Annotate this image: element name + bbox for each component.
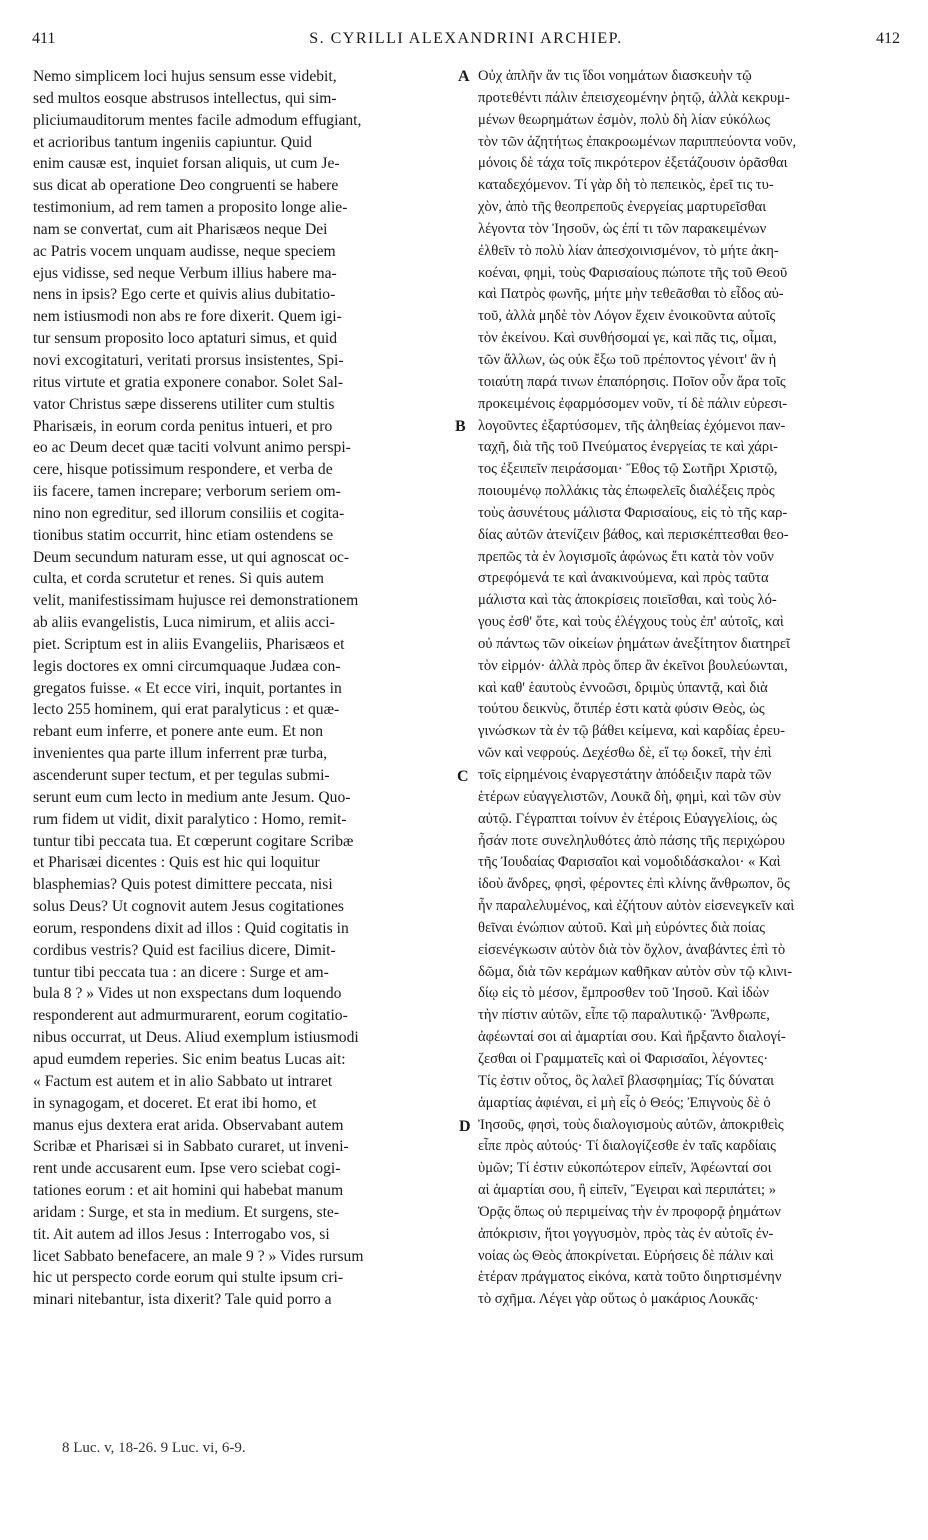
latin-text-line: rum fidem ut vidit, dixit paralytico : Homo, remit- <box>33 810 347 828</box>
latin-text-line: responderent aut admurmurarent, eorum cogitatio- <box>33 1007 348 1025</box>
greek-text-line: τοιαύτη παρά τινων ἐπαπόρησις. Ποῖον οὖν ἄρα τοῖς <box>478 373 786 390</box>
greek-text-line: τῶν ἄλλων, ὡς οὐκ ἔξω τοῦ πρέποντος γένοιτ' ἂν ἡ <box>478 351 777 368</box>
greek-text-line: προκειμένοις ἐφαρμόσομεν νοῦν, τί δὲ πάλιν εὑρεσι- <box>478 395 788 412</box>
margin-marker-b: B <box>455 418 466 435</box>
greek-text-line: τὴν πίστιν αὐτῶν, εἶπε τῷ παραλυτικῷ· Ἄνθρωπε, <box>478 1007 770 1024</box>
latin-text-line: rent unde accusarent eum. Ipse vero sciebat cogi- <box>33 1160 341 1178</box>
latin-text-line: novi excogitaturi, veritati prorsus insistentes, Spi- <box>33 351 344 369</box>
greek-text-line: Ὁρᾷς ὅπως οὐ περιμείνας τὴν ἐν προφορᾷ ῥημάτων <box>478 1203 781 1220</box>
greek-text-line: εἰσενέγκωσιν αὐτὸν διὰ τὸν ὄχλον, ἀναβάντες ἐπὶ τὸ <box>478 941 786 958</box>
latin-text-line: hic ut perspecto corde eorum qui stulte ipsum cri- <box>33 1269 344 1287</box>
greek-text-line: τοὺς ἀσυνέτους μάλιστα Φαρισαίους, εἰς τὸ τῆς καρ- <box>478 504 788 521</box>
greek-text-line: τὸ σχῆμα. Λέγει γὰρ οὕτως ὁ μακάριος Λουκᾶς· <box>478 1291 759 1308</box>
greek-text-line: γινώσκων τὰ ἐν τῷ βάθει κείμενα, καὶ καρδίας ἐρευ- <box>478 723 785 740</box>
latin-text-line: licet Sabbato benefacere, an male 9 ? » Vides rursum <box>33 1247 364 1265</box>
latin-text-line: aridam : Surge, et sta in medium. Et surgens, ste- <box>33 1203 340 1221</box>
greek-text-line: τὸν ἐκείνου. Καὶ συνθήσομαί γε, καὶ πᾶς τις, οἶμαι, <box>478 330 777 347</box>
latin-text-line: et acrioribus tantum ingeniis capiuntur. Quid <box>33 133 312 151</box>
latin-text-line: cere, hisque potissimum respondere, et verba de <box>33 461 333 479</box>
latin-text-line: sus dicat ab operatione Deo congruenti se habere <box>33 177 339 195</box>
greek-text-line: μόνοις δὲ τάχα τοῖς πικρότερον ἐξετάζουσιν ὁρᾶσθαι <box>478 155 788 172</box>
latin-text-line: blasphemias? Quis potest dimittere peccata, nisi <box>33 876 333 894</box>
greek-text-line: δῶμα, διὰ τῶν κεράμων καθῆκαν αὐτὸν σὺν τῷ κλινι- <box>478 963 793 980</box>
greek-text-line: ἀφέωνταί σοι αἱ ἁμαρτίαι σου. Καὶ ἤρξαντο διαλογί- <box>478 1029 786 1046</box>
greek-text-line: αὐτῷ. Γέγραπται τοίνυν ἐν ἑτέροις Εὐαγγελίοις, ὡς <box>478 810 777 827</box>
greek-text-line: ἑτέρων εὐαγγελιστῶν, Λουκᾶ δὴ, φημὶ, καὶ τῶν σὺν <box>478 788 781 805</box>
greek-text-line: ἦσάν ποτε συνεληλυθότες ἀπὸ πάσης τῆς περιχώρου <box>478 832 785 849</box>
latin-text-line: tionibus statim occurrit, hinc etiam ostendens se <box>33 526 334 544</box>
latin-text-line: Scribæ et Pharisæi si in Sabbato curaret, ut inveni- <box>33 1138 349 1156</box>
greek-text-line: οὐ πάντως τῶν οἰκείων ῥημάτων ἀνεξίτητον διατηρεῖ <box>478 635 790 652</box>
greek-text-line: μένων θεωρημάτων ἐσμὸν, πολὺ δὴ λίαν εὐκόλως <box>478 111 771 128</box>
latin-text-line: cordibus vestris? Quid est facilius dicere, Dimit- <box>33 941 336 959</box>
latin-text-line: serunt eum cum lecto in medium ante Jesum. Quo- <box>33 788 351 806</box>
latin-text-line: ascenderunt super tectum, et per tegulas submi- <box>33 767 330 784</box>
greek-text-line: ταχῆ, διὰ τῆς τοῦ Πνεύματος ἐνεργείας τε καὶ χάρι- <box>478 439 778 456</box>
latin-text-line: testimonium, ad rem tamen a proposito longe alie- <box>33 199 348 217</box>
latin-text-line: ejus vidisse, sed neque Verbum illius habere ma- <box>33 264 337 282</box>
latin-text-line: apud eumdem reperies. Sic enim beatus Lucas ait: <box>33 1050 346 1068</box>
greek-text-line: μάλιστα καὶ τὰς ἀποκρίσεις ποιεῖσθαι, καὶ τοὺς λό- <box>478 592 777 609</box>
footnotes: 8 Luc. v, 18-26. 9 Luc. vi, 6-9. <box>62 1440 246 1456</box>
latin-text-line: eo ac Deum decet quæ taciti volvunt animo perspi- <box>33 439 351 457</box>
margin-marker-d: D <box>459 1118 471 1135</box>
greek-text-line: ποιουμένῳ πολλάκις τὰς ἐπωφελεῖς διαλέξεις πρὸς <box>478 483 775 500</box>
latin-text-line: eorum, respondens dixit ad illos : Quid cogitatis in <box>33 919 349 937</box>
greek-column <box>478 66 896 1311</box>
latin-text-line: « Factum est autem et in alio Sabbato ut intraret <box>33 1072 333 1090</box>
greek-text-line: ἁμαρτίας ἀφιέναι, εἰ μὴ εἷς ὁ Θεός; Ἐπιγνοὺς δὲ ὁ <box>478 1094 771 1111</box>
greek-text-line: γους ἐσθ' ὅτε, καὶ τοὺς ἐλέγχους τοὺς ἐπ' αὐτοῖς, καὶ <box>478 614 784 631</box>
greek-text-line: ὑμῶν; Τί ἐστιν εὐκοπώτερον εἰπεῖν, Ἀφέωνταί σοι <box>478 1160 772 1177</box>
greek-text-line: λέγοντα τὸν Ἰησοῦν, ὡς ἐπί τι τῶν παρακειμένων <box>478 220 767 237</box>
latin-text-line: ac Patris vocem unquam audisse, neque speciem <box>33 242 336 260</box>
greek-text-line: δίῳ εἰς τὸ μέσον, ἔμπροσθεν τοῦ Ἰησοῦ. Καὶ ἰδὼν <box>478 985 769 1002</box>
greek-text-line: καὶ Πατρὸς φωνῆς, μήτε μὴν τεθεᾶσθαι τὸ εἶδος αὐ- <box>478 286 784 303</box>
greek-text-line: καταδεχόμενον. Τί γὰρ δὴ τὸ πεπεικὸς, ἐρεῖ τις τυ- <box>478 177 774 194</box>
latin-text-line: rebant eum inferre, et ponere ante eum. Et non <box>33 723 324 741</box>
greek-text-line: πρεπῶς τὰ ἐν λογισμοῖς ἀφώνως ἔτι κατὰ τὸν νοῦν <box>478 548 774 565</box>
latin-text-line: in synagogam, et doceret. Et erat ibi homo, et <box>33 1094 317 1112</box>
latin-text-line: culta, et corda scrutetur et renes. Si quis autem <box>33 570 324 588</box>
greek-text-line: Ἰησοῦς, φησὶ, τοὺς διαλογισμοὺς αὐτῶν, ἀποκριθεὶς <box>478 1116 784 1133</box>
latin-text-line: iis facere, tamen increpare; verborum seriem om- <box>33 483 341 501</box>
greek-text-line: στρεφόμενά τε καὶ ἀνακινούμενα, καὶ πρὸς ταῦτα <box>478 570 769 587</box>
latin-text-line: tationes eorum : et ait homini qui habebat manum <box>33 1182 344 1200</box>
greek-text-line: τῆς Ἰουδαίας Φαρισαῖοι καὶ νομοδιδάσκαλοι· « Καὶ <box>478 854 781 871</box>
latin-text-line: pliciumauditorum mentes facile admodum effugiant, <box>33 111 362 129</box>
greek-text-line: ἰδοὺ ἄνδρες, φησὶ, φέροντες ἐπὶ κλίνης ἄνθρωπον, ὃς <box>478 876 790 893</box>
latin-text-line: solus Deus? Ut cognovit autem Jesus cogitationes <box>33 898 344 916</box>
latin-column <box>33 66 455 1311</box>
latin-text-line: Deum secundum naturam esse, ut qui agnoscat oc- <box>33 548 350 566</box>
margin-marker-a: A <box>458 68 470 85</box>
greek-text-line: ἀπόκρισιν, ἤτοι γογγυσμὸν, πρὸς τὰς ἐν αὐτοῖς ἐν- <box>478 1225 774 1242</box>
greek-text-line: τοῖς εἰρημένοις ἐναργεστάτην ἀπόδειξιν παρὰ τῶν <box>478 767 772 783</box>
greek-text-line: καὶ καθ' ἑαυτοὺς ἐννοῶσι, δριμὺς ὑπαντᾷ, καὶ διὰ <box>478 679 768 696</box>
latin-text-line: ritus virtute et gratia exponere conabor. Solet Sal- <box>33 373 344 391</box>
latin-text-line: nam se convertat, cum ait Pharisæos neque Dei <box>33 220 328 238</box>
greek-text-line: κοέναι, φημὶ, τοὺς Φαρισαίους πώποτε τῆς τοῦ Θεοῦ <box>478 264 788 281</box>
latin-text-line: Nemo simplicem loci hujus sensum esse videbit, <box>33 68 337 85</box>
latin-text-line: enim causæ est, inquiet forsan aliquis, ut cum Je- <box>33 155 340 173</box>
latin-text-line: velit, manifestissimam hujusce rei demonstrationem <box>33 592 359 610</box>
latin-text-line: gregatos fuisse. « Et ecce viri, inquit, portantes in <box>33 679 342 697</box>
greek-text-line: τούτου δεικνὺς, ὅτιπέρ ἐστι κατὰ φύσιν Θεὸς, ὡς <box>478 701 765 718</box>
latin-text-line: piet. Scriptum est in aliis Evangeliis, Pharisæos et <box>33 635 345 653</box>
latin-text-line: nem istiusmodi non abs re fore dixerit. Quem igi- <box>33 308 342 326</box>
greek-text-line: προτεθέντι πάλιν ἐπεισχεομένην ῥητῷ, ἀλλὰ κεκρυμ- <box>478 89 790 106</box>
greek-text-line: νῶν καὶ νεφρούς. Δεχέσθω δὲ, εἴ τῳ δοκεῖ, τὴν ἐπὶ <box>478 745 772 762</box>
latin-text-line: legis doctores ex omni circumquaque Judæa con- <box>33 657 341 675</box>
greek-text-line: ζεσθαι οἱ Γραμματεῖς καὶ οἱ Φαρισαῖοι, λέγοντες· <box>478 1050 769 1067</box>
greek-text-line: ἑτέραν πράγματος εἰκόνα, κατὰ τοῦτο διηρτισμένην <box>478 1269 782 1286</box>
latin-text-line: tit. Ait autem ad illos Jesus : Interrogabo vos, si <box>33 1225 330 1243</box>
greek-text-line: ἐλθεῖν τὸ πολὺ λίαν ἀπεσχοινισμένον, τὸ μήτε ἀκη- <box>478 242 779 259</box>
right-page-number: 412 <box>876 30 900 47</box>
greek-text-line: Οὐχ ἁπλῆν ἄν τις ἴδοι νοημάτων διασκευὴν τῷ <box>478 68 752 84</box>
greek-text-line: ἦν παραλελυμένος, καὶ ἐζήτουν αὐτὸν εἰσενεγκεῖν καὶ <box>478 898 795 915</box>
greek-text-line: τὸν εἱρμόν· ἀλλὰ πρὸς ὅπερ ἂν ἐκεῖνοι βουλεύωνται, <box>478 657 788 674</box>
greek-text-line: τοῦ, ἀλλὰ μηδὲ τὸν Λόγον ἔχειν ἐνοικοῦντα αὐτοῖς <box>478 308 776 325</box>
greek-text-line: δίας αὐτῶν ἀτενίζειν βάθος, καὶ περισκέπτεσθαι θεο- <box>478 526 789 543</box>
latin-text-line: tur sensum proposito loco aptaturi simus, et quid <box>33 330 338 348</box>
greek-text-line: εἶπε πρὸς αὐτούς· Τί διαλογίζεσθε ἐν ταῖς καρδίαις <box>478 1138 776 1155</box>
latin-text-line: sed multos eosque abstrusos intellectus, qui sim- <box>33 89 337 107</box>
latin-text-line: tuntur tibi peccata tua : an dicere : Surge et am- <box>33 963 329 981</box>
latin-text-line: Pharisæis, in eorum corda penitus intueri, et pro <box>33 417 333 435</box>
latin-text-line: manus ejus dextera erat arida. Observabant autem <box>33 1116 344 1134</box>
running-title: S. CYRILLI ALEXANDRINI ARCHIEP. <box>309 30 623 47</box>
latin-text-line: invenientes qua parte illum inferrent præ turba, <box>33 745 328 763</box>
latin-text-line: bula 8 ? » Vides ut non exspectans dum loquendo <box>33 985 342 1003</box>
page-header <box>32 30 900 54</box>
greek-text-line: Τίς ἐστιν οὗτος, ὃς λαλεῖ βλασφημίας; Τίς δύναται <box>478 1072 775 1089</box>
latin-text-line: et Pharisæi dicentes : Quis est hic qui loquitur <box>33 854 320 872</box>
latin-text-line: tuntur tibi peccata tua. Et cœperunt cogitare Scribæ <box>33 832 354 850</box>
latin-text-line: nino non egreditur, sed illorum consiliis et cogita- <box>33 504 345 522</box>
latin-text-line: nens in ipsis? Ego certe et quivis alius dubitatio- <box>33 286 336 304</box>
greek-text-line: λογοῦντες ἐξαρτύσομεν, τῆς ἀληθείας ἐχόμενοι παν- <box>478 417 786 434</box>
margin-marker-c: C <box>457 768 469 785</box>
latin-text-line: lecto 255 hominem, qui erat paralyticus : et quæ- <box>33 701 340 719</box>
left-page-number: 411 <box>32 30 56 47</box>
greek-text-line: τὸν τῶν ἀζητήτως ἐπακροωμένων παριππεύοντα νοῦν, <box>478 133 797 150</box>
latin-text-line: minari nitebantur, ista dixerit? Tale quid porro a <box>33 1291 332 1309</box>
greek-text-line: τος ἐξειπεῖν πειράσομαι· Ἔθος τῷ Σωτῆρι Χριστῷ, <box>478 461 778 478</box>
latin-text-line: vator Christus sæpe disserens utiliter cum stultis <box>33 395 335 413</box>
greek-text-line: αἱ ἁμαρτίαι σου, ἢ εἰπεῖν, Ἔγειραι καὶ περιπάτει; » <box>478 1182 777 1199</box>
greek-text-line: νοίας ὡς Θεὸς ἀποκρίνεται. Εὑρήσεις δὲ πάλιν καὶ <box>478 1247 774 1264</box>
latin-text-line: nibus occurrat, ut Deus. Aliud exemplum istiusmodi <box>33 1029 359 1047</box>
greek-text-line: θεῖναι ἐνώπιον αὐτοῦ. Καὶ μὴ εὑρόντες διὰ ποίας <box>478 919 765 936</box>
greek-text-line: χὸν, ἀπὸ τῆς θεοπρεποῦς ἐνεργείας μαρτυρεῖσθαι <box>478 199 767 216</box>
latin-text-line: ab aliis evangelistis, Luca nimirum, et aliis acci- <box>33 614 335 632</box>
